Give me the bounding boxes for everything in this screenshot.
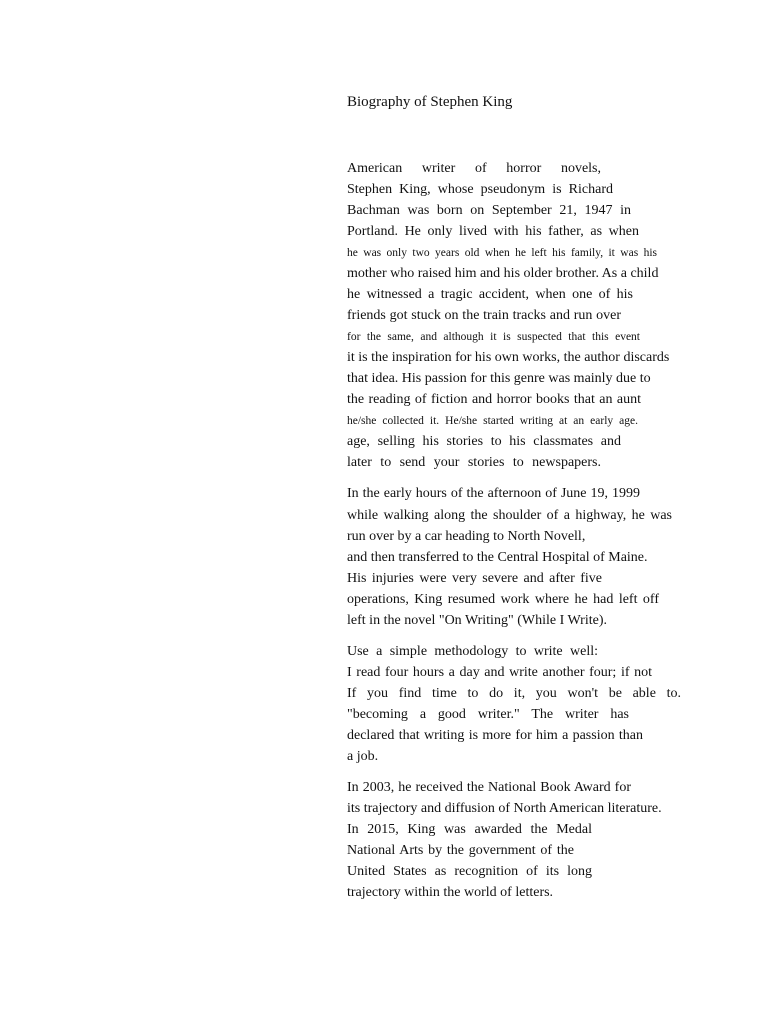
text-line: His injuries were very severe and after five	[347, 571, 602, 586]
text-line: I read four hours a day and write another four; if not	[347, 665, 652, 680]
text-line: mother who raised him and his older brother. As a child	[347, 266, 659, 281]
text-line: a job.	[347, 749, 379, 764]
text-line: If you find time to do it, you won't be able to.	[347, 686, 681, 701]
text-line: In 2015, King was awarded the Medal	[347, 822, 592, 837]
text-line: the reading of fiction and horror books that an aunt	[347, 392, 641, 407]
text-line: and then transferred to the Central Hospital of Maine.	[347, 550, 648, 565]
text-line: left in the novel "On Writing" (While I Write).	[347, 613, 607, 628]
text-line: he witnessed a tragic accident, when one of his	[347, 287, 633, 302]
text-line: later to send your stories to newspapers.	[347, 455, 601, 470]
text-line: Stephen King, whose pseudonym is Richard	[347, 182, 613, 197]
text-line: age, selling his stories to his classmates and	[347, 434, 621, 449]
text-line: while walking along the shoulder of a highway, he was	[347, 508, 672, 523]
text-line: declared that writing is more for him a passion than	[347, 728, 643, 743]
document-title: Biography of Stephen King	[347, 94, 513, 110]
text-line: for the same, and although it is suspected that this event	[347, 331, 640, 343]
text-line: it is the inspiration for his own works, the author discards	[347, 350, 670, 365]
text-line: that idea. His passion for this genre was mainly due to	[347, 371, 651, 386]
text-line: Bachman was born on September 21, 1947 in	[347, 203, 631, 218]
text-line: trajectory within the world of letters.	[347, 885, 554, 900]
text-line: In 2003, he received the National Book Award for	[347, 780, 631, 795]
text-line: "becoming a good writer." The writer has	[347, 707, 629, 722]
text-line: operations, King resumed work where he had left off	[347, 592, 659, 607]
text-line: Portland. He only lived with his father, as when	[347, 224, 639, 239]
text-line: he was only two years old when he left his family, it was his	[347, 247, 657, 259]
text-line: In the early hours of the afternoon of June 19, 1999	[347, 486, 640, 501]
text-line: friends got stuck on the train tracks and run over	[347, 308, 621, 323]
text-line: its trajectory and diffusion of North American literature.	[347, 801, 662, 816]
text-line: run over by a car heading to North Novell,	[347, 529, 586, 544]
text-line: Use a simple methodology to write well:	[347, 644, 598, 659]
text-line: he/she collected it. He/she started writing at an early age.	[347, 415, 638, 427]
text-line: National Arts by the government of the	[347, 843, 574, 858]
text-line: United States as recognition of its long	[347, 864, 592, 879]
text-line: American writer of horror novels,	[347, 161, 601, 176]
